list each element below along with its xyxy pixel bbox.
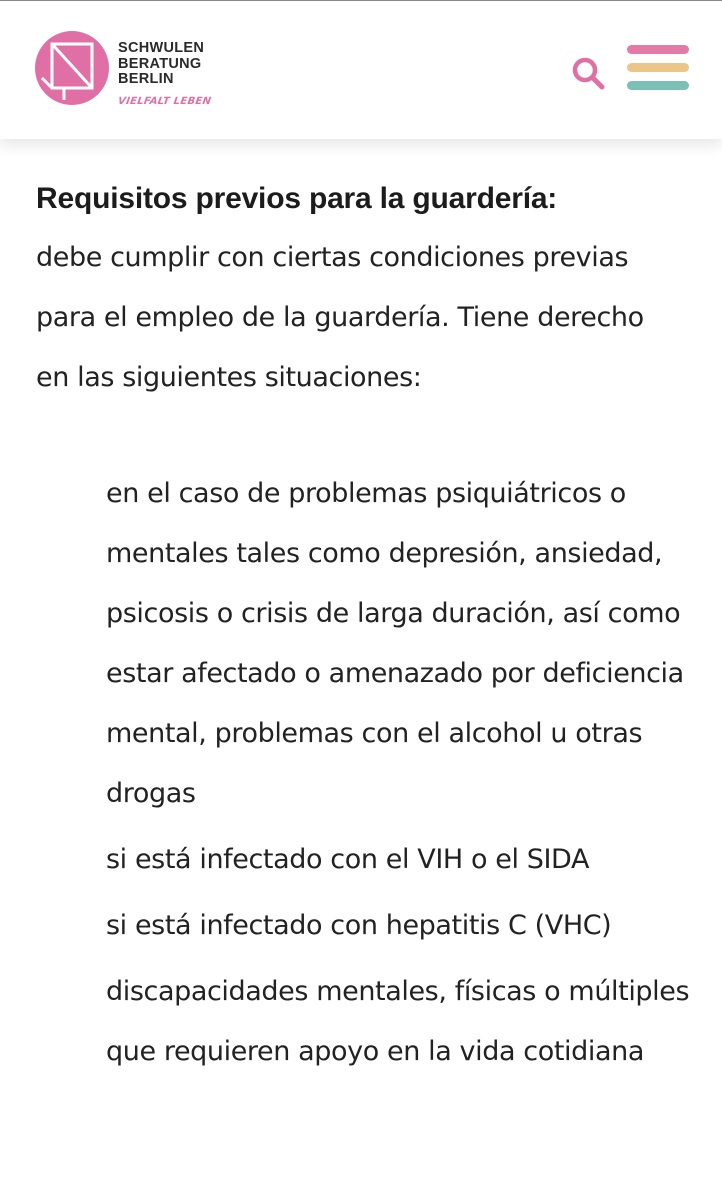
requirements-list bbox=[36, 464, 696, 1082]
list-item: si está infectado con hepatitis C (VHC) bbox=[106, 910, 612, 941]
list-item: en el caso de problemas psiquiátricos o mentales tales como depresión, ansiedad, psicosis o crisis de larga duración, así como estar afectado o amenazado por deficiencia mental, problemas con el alcohol u otras drogas bbox=[106, 478, 684, 809]
main-content bbox=[36, 176, 696, 1088]
menu-bar-yellow bbox=[627, 63, 689, 72]
logo-line-1: SCHWULEN bbox=[118, 40, 205, 56]
section-heading: Requisitos previos para la guardería: bbox=[36, 182, 558, 215]
logo-wordmark[interactable] bbox=[118, 41, 238, 88]
menu-bar-teal bbox=[627, 81, 689, 90]
logo-mark-icon[interactable] bbox=[34, 30, 110, 106]
intro-paragraph: debe cumplir con ciertas condiciones previas para el empleo de la guardería. Tiene derecho en las siguientes situaciones: bbox=[36, 242, 644, 393]
menu-button[interactable] bbox=[627, 45, 689, 93]
search-button[interactable] bbox=[570, 55, 606, 91]
list-item: discapacidades mentales, físicas o múltiples que requieren apoyo en la vida cotidiana bbox=[106, 976, 690, 1067]
logo-line-2: BERATUNG bbox=[118, 55, 202, 72]
site-header bbox=[0, 1, 722, 139]
menu-bar-pink bbox=[627, 45, 689, 54]
search-icon bbox=[570, 78, 606, 95]
logo-tagline: VIELFALT LEBEN bbox=[117, 96, 212, 107]
logo-line-3: BERLIN bbox=[118, 71, 174, 87]
list-item: si está infectado con el VIH o el SIDA bbox=[106, 844, 590, 875]
